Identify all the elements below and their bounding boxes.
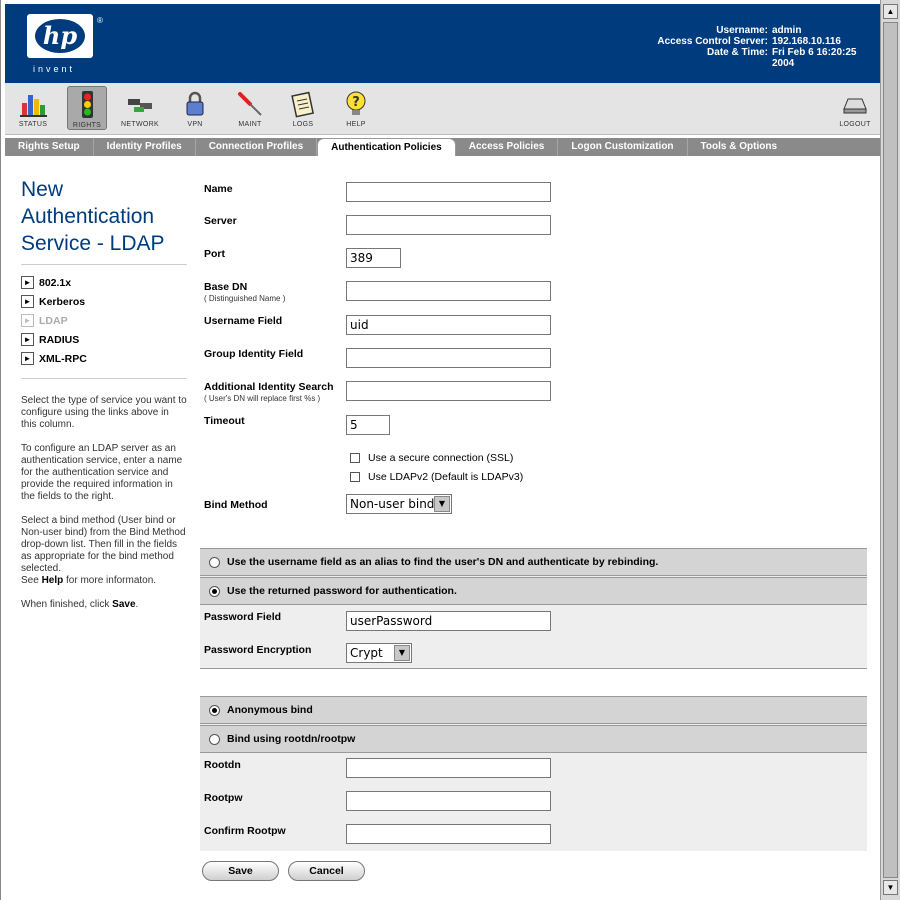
- tab-bar: [5, 138, 880, 156]
- additional-search-input[interactable]: [346, 381, 551, 401]
- tab-access-policies[interactable]: Access Policies: [456, 138, 559, 156]
- arrow-right-icon: ►: [21, 352, 34, 365]
- base-dn-label: Base DN: [204, 281, 248, 293]
- session-username-row: [657, 25, 876, 36]
- ldapv2-checkbox-label: Use LDAPv2 (Default is LDAPv3): [368, 471, 524, 483]
- tab-rights-setup[interactable]: Rights Setup: [5, 138, 94, 156]
- rights-button[interactable]: [67, 86, 107, 130]
- password-encryption-label: Password Encryption: [204, 644, 312, 656]
- bind-method-label: Bind Method: [204, 499, 268, 511]
- help-paragraph: Select a bind method (User bind or Non-user bind) from the Bind Method drop-down list. Then fill in the fields as appropriate for the bind method selected.: [21, 515, 186, 574]
- help-save-ref: Save: [112, 599, 136, 610]
- page-title: New Authentication Service - LDAP: [21, 178, 165, 255]
- username-field-input[interactable]: [346, 315, 551, 335]
- help-paragraph: [21, 599, 187, 611]
- header-banner: [5, 4, 880, 83]
- sidebar-item-label: 802.1x: [39, 276, 72, 289]
- bind-method-value: Non-user bind: [350, 497, 435, 511]
- sidebar-divider: [21, 378, 187, 379]
- sidebar-item-label: XML-RPC: [39, 352, 87, 365]
- maint-label: MAINT: [238, 121, 262, 128]
- help-bulb-icon: [341, 89, 371, 119]
- help-text-fragment: for more informaton.: [63, 575, 157, 586]
- lock-icon: [180, 89, 210, 119]
- network-icon: [125, 89, 155, 119]
- rootdn-label: Rootdn: [204, 759, 241, 771]
- tab-authentication-policies[interactable]: Authentication Policies: [317, 138, 456, 156]
- sidebar: [21, 176, 187, 623]
- section-divider: [200, 668, 867, 669]
- session-key: Access Control Server:: [657, 36, 768, 47]
- tab-connection-profiles[interactable]: Connection Profiles: [196, 138, 317, 156]
- scroll-up-icon[interactable]: ▲: [883, 4, 898, 19]
- password-encryption-value: Crypt: [350, 646, 383, 660]
- sidebar-item-8021x[interactable]: [21, 273, 187, 292]
- password-radio[interactable]: [209, 586, 220, 597]
- password-field-input[interactable]: [346, 611, 551, 631]
- hp-logo: [27, 14, 93, 58]
- rootdn-bind-radio[interactable]: [209, 734, 220, 745]
- rebind-option-row[interactable]: [200, 548, 867, 576]
- arrow-right-icon: ►: [21, 295, 34, 308]
- help-text-fragment: When finished, click: [21, 599, 113, 610]
- server-input[interactable]: [346, 215, 551, 235]
- screwdriver-icon: [235, 89, 265, 119]
- session-username-value: admin: [772, 25, 802, 36]
- session-server-value: 192.168.10.116: [772, 36, 841, 47]
- svg-text:?: ?: [352, 95, 360, 110]
- port-input[interactable]: [346, 248, 401, 268]
- rootdn-bind-label: Bind using rootdn/rootpw: [227, 733, 356, 745]
- network-button[interactable]: [120, 86, 160, 130]
- sidebar-item-label: Kerberos: [39, 295, 86, 308]
- help-label: HELP: [346, 121, 366, 128]
- arrow-right-icon: ►: [21, 333, 34, 346]
- ssl-checkbox-label: Use a secure connection (SSL): [368, 452, 514, 464]
- scroll-down-icon[interactable]: ▼: [883, 880, 898, 895]
- logo-registered-mark: ®: [97, 16, 103, 25]
- sidebar-item-radius[interactable]: [21, 330, 187, 349]
- status-chart-icon: [18, 89, 48, 119]
- additional-search-label: Additional Identity Search: [204, 381, 334, 393]
- sidebar-item-kerberos[interactable]: [21, 292, 187, 311]
- tab-tools-options[interactable]: Tools & Options: [700, 141, 778, 152]
- help-paragraph: To configure an LDAP server as an authentication service, enter a name for the authentication service and provide the required information in the fields to the right.: [21, 443, 183, 502]
- ldapv2-checkbox-row[interactable]: [350, 471, 523, 483]
- rebind-option-label: Use the username field as an alias to find the user's DN and authenticate by rebinding.: [227, 556, 659, 568]
- base-dn-hint: ( Distinguished Name ): [204, 294, 286, 303]
- cancel-button[interactable]: Cancel: [288, 861, 365, 881]
- logout-label: LOGOUT: [839, 121, 871, 128]
- logs-label: LOGS: [292, 121, 314, 128]
- save-button[interactable]: Save: [202, 861, 279, 881]
- password-field-label: Password Field: [204, 611, 282, 623]
- timeout-label: Timeout: [204, 415, 245, 427]
- timeout-input[interactable]: [346, 415, 390, 435]
- username-field-label: Username Field: [204, 315, 283, 327]
- rootdn-bind-row[interactable]: [200, 725, 867, 753]
- anonymous-bind-radio[interactable]: [209, 705, 220, 716]
- anonymous-bind-row[interactable]: [200, 696, 867, 724]
- ldapv2-checkbox[interactable]: [350, 472, 360, 482]
- logs-button[interactable]: [283, 86, 323, 130]
- network-label: NETWORK: [121, 121, 159, 128]
- name-input[interactable]: [346, 182, 551, 202]
- rebind-radio[interactable]: [209, 557, 220, 568]
- help-text-fragment: .: [135, 599, 139, 610]
- rights-label: RIGHTS: [72, 122, 102, 129]
- arrow-right-icon: ►: [21, 314, 34, 327]
- password-option-label: Use the returned password for authentication.: [227, 585, 457, 597]
- anonymous-bind-label: Anonymous bind: [227, 704, 313, 716]
- logout-button[interactable]: [835, 86, 875, 130]
- session-server-row: [657, 36, 876, 47]
- maint-button[interactable]: [230, 86, 270, 130]
- group-identity-input[interactable]: [346, 348, 551, 368]
- name-label: Name: [204, 183, 233, 195]
- session-key: Date & Time:: [707, 47, 768, 58]
- help-button[interactable]: [336, 86, 376, 130]
- vpn-label: VPN: [187, 121, 203, 128]
- logo-tagline: invent: [33, 64, 76, 74]
- status-label: STATUS: [18, 121, 48, 128]
- rootpw-input[interactable]: [346, 791, 551, 811]
- help-paragraph: Select the type of service you want to configure using the links above in this column.: [21, 395, 187, 430]
- base-dn-input[interactable]: [346, 281, 551, 301]
- rootpw-label: Rootpw: [204, 792, 243, 804]
- help-link: Help: [41, 575, 64, 586]
- logout-keyboard-icon: [840, 89, 870, 119]
- port-label: Port: [204, 248, 225, 260]
- confirm-rootpw-label: Confirm Rootpw: [204, 825, 286, 837]
- tab-logon-customization[interactable]: Logon Customization: [558, 138, 687, 156]
- hp-logo-mark: hp: [35, 19, 85, 53]
- vertical-scrollbar[interactable]: [880, 0, 900, 900]
- sidebar-divider: [21, 264, 187, 265]
- session-datetime-value: Fri Feb 6 16:20:25 2004: [772, 47, 857, 69]
- help-paragraph: [21, 575, 187, 587]
- ssl-checkbox[interactable]: [350, 453, 360, 463]
- chevron-down-icon: ▼: [394, 645, 410, 661]
- confirm-rootpw-input[interactable]: [346, 824, 551, 844]
- tab-identity-profiles[interactable]: Identity Profiles: [94, 138, 196, 156]
- additional-search-hint: ( User's DN will replace first %s ): [204, 394, 321, 403]
- vpn-button[interactable]: [175, 86, 215, 130]
- help-text-fragment: See: [21, 575, 42, 586]
- group-identity-label: Group Identity Field: [204, 348, 304, 360]
- rootdn-input[interactable]: [346, 758, 551, 778]
- sidebar-item-ldap: [21, 311, 187, 330]
- session-datetime-row: [657, 47, 876, 69]
- chevron-down-icon: ▼: [434, 496, 450, 512]
- session-key: Username:: [716, 25, 768, 36]
- main-toolbar: [5, 83, 880, 135]
- traffic-light-icon: [72, 90, 102, 120]
- status-button[interactable]: [13, 86, 53, 130]
- session-info: [657, 25, 876, 69]
- ssl-checkbox-row[interactable]: [350, 452, 513, 464]
- sidebar-item-xml-rpc[interactable]: [21, 349, 187, 368]
- bind-method-select[interactable]: [346, 494, 452, 514]
- arrow-right-icon: ►: [21, 276, 34, 289]
- sidebar-item-label: RADIUS: [39, 333, 80, 346]
- sidebar-item-label: LDAP: [39, 314, 68, 327]
- password-option-row[interactable]: [200, 577, 867, 605]
- server-label: Server: [204, 215, 237, 227]
- help-text: [21, 395, 187, 611]
- clipboard-icon: [288, 89, 318, 119]
- password-encryption-select[interactable]: [346, 643, 412, 663]
- scroll-thumb[interactable]: [883, 22, 898, 878]
